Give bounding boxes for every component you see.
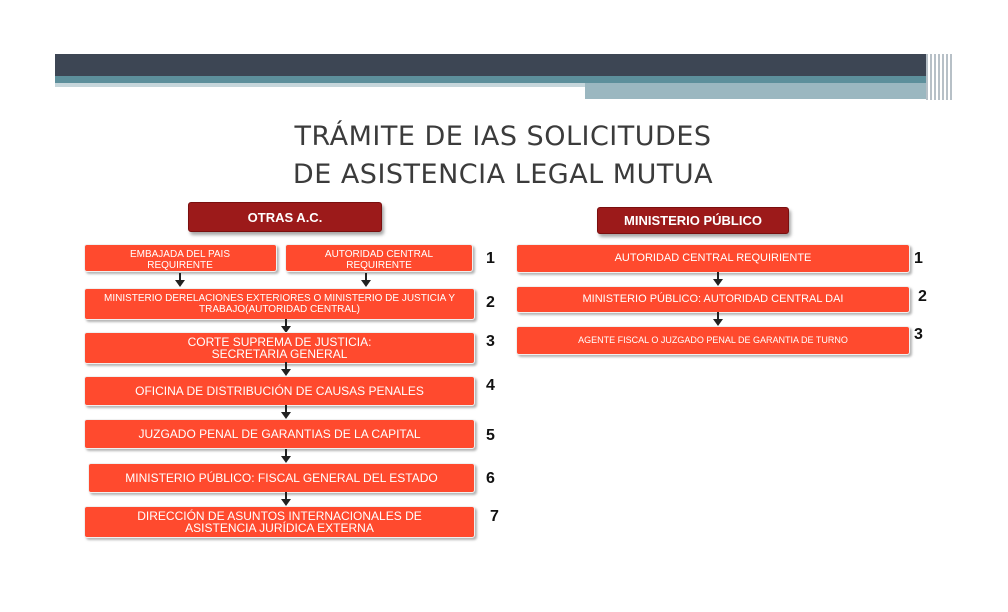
arrow-down-icon [712, 272, 724, 286]
right-header-label: MINISTERIO PÚBLICO [624, 213, 762, 228]
central-authority-label: AUTORIDAD CENTRAL REQUIRENTE [324, 249, 434, 271]
left-step-number-3: 3 [486, 333, 495, 350]
left-step-label-3: CORTE SUPREMA DE JUSTICIA: SECRETARIA GENERAL [187, 335, 372, 361]
header-bar-light-right [585, 83, 928, 99]
right-header-box [597, 207, 789, 234]
right-step-label-1: AUTORIDAD CENTRAL REQUIRIENTE [614, 252, 812, 264]
left-step-number-1: 1 [486, 250, 495, 267]
left-step-label-7: DIRECCIÓN DE ASUNTOS INTERNACIONALES DE ASISTENCIA JURÍDICA EXTERNA [137, 509, 422, 535]
arrow-down-icon [174, 273, 186, 287]
embassy-box [84, 244, 277, 272]
left-step-number-6: 6 [486, 470, 495, 487]
arrow-down-icon [280, 405, 292, 419]
arrow-down-icon [712, 312, 724, 326]
right-step-box-1 [516, 244, 910, 273]
left-step-number-5: 5 [486, 427, 495, 444]
arrow-down-icon [360, 273, 372, 287]
arrow-down-icon [280, 449, 292, 463]
left-step-number-4: 4 [486, 377, 495, 394]
left-header-label: OTRAS A.C. [247, 209, 323, 225]
title-line-1: TRÁMITE DE IAS SOLICITUDES [294, 121, 712, 152]
left-step-label-4: OFICINA DE DISTRIBUCIÓN DE CAUSAS PENALES [135, 384, 424, 398]
embassy-label: EMBAJADA DEL PAIS REQUIRENTE [129, 249, 231, 271]
left-step-box-5 [84, 419, 475, 449]
right-step-label-2: MINISTERIO PÚBLICO: AUTORIDAD CENTRAL DAI [582, 293, 844, 305]
left-step-number-2: 2 [486, 294, 495, 311]
title-line-2: DE ASISTENCIA LEGAL MUTUA [292, 159, 714, 190]
left-step-box-2 [84, 288, 475, 320]
header-stripes [926, 54, 954, 100]
arrow-down-icon [280, 492, 292, 506]
right-step-box-2 [516, 286, 910, 313]
left-header-box [188, 202, 382, 232]
right-step-label-3: AGENTE FISCAL O JUZGADO PENAL DE GARANTIA DE TURNO [578, 335, 848, 345]
left-step-box-4 [84, 376, 475, 406]
header-bar-teal [55, 76, 928, 83]
left-step-label-5: JUZGADO PENAL DE GARANTIAS DE LA CAPITAL [138, 427, 421, 441]
header-bar-dark [55, 54, 928, 76]
left-step-label-2: MINISTERIO DERELACIONES EXTERIORES O MINISTERIO DE JUSTICIA Y TRABAJO(AUTORIDAD CENTRAL) [104, 293, 455, 315]
arrow-down-icon [280, 362, 292, 376]
left-step-box-3 [84, 332, 475, 364]
header-bar-light-left [55, 83, 585, 87]
right-step-number-1: 1 [914, 250, 923, 267]
left-step-box-6 [88, 463, 475, 493]
arrow-down-icon [280, 319, 292, 333]
right-step-box-3 [516, 326, 910, 355]
left-step-label-6: MINISTERIO PÚBLICO: FISCAL GENERAL DEL ESTADO [125, 471, 438, 485]
central-authority-box [285, 244, 473, 272]
right-step-number-3: 3 [914, 326, 923, 343]
right-step-number-2: 2 [918, 288, 927, 305]
page-title [200, 118, 806, 194]
left-step-box-7 [84, 506, 475, 538]
left-step-number-7: 7 [490, 508, 499, 525]
